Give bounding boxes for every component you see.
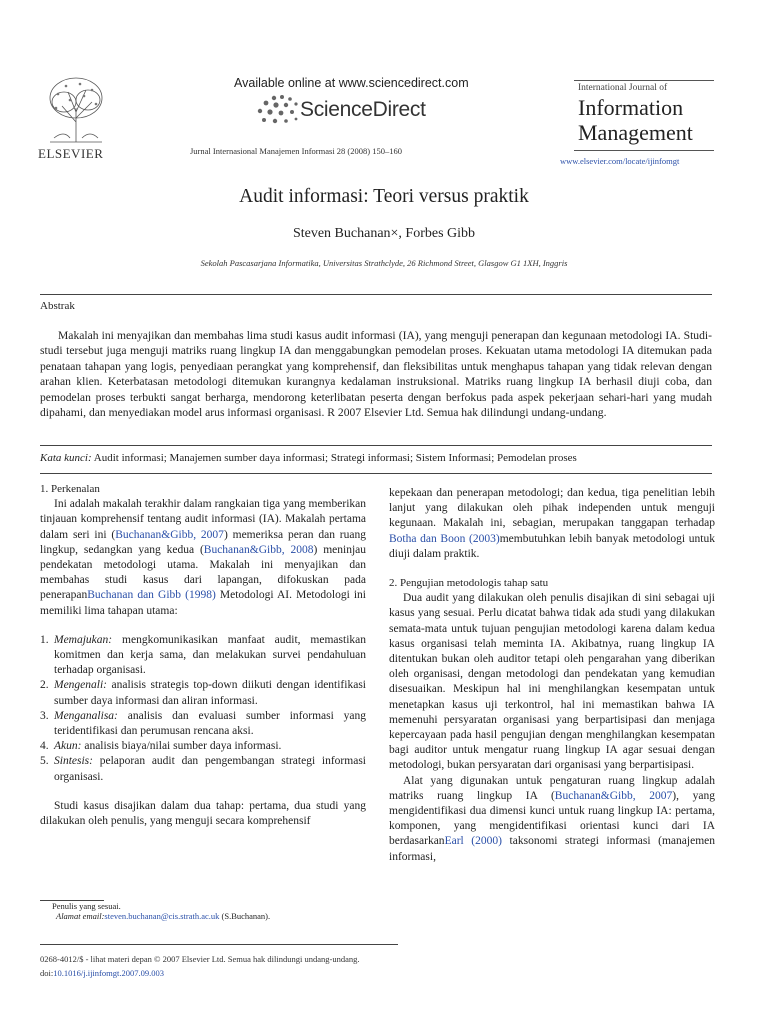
divider-top	[40, 294, 712, 295]
publisher-name: ELSEVIER	[38, 146, 104, 161]
journal-citation: Jurnal Internasional Manajemen Informasi 28 (2008) 150–160	[190, 146, 402, 156]
abstract-heading: Abstrak	[40, 300, 75, 312]
ref-buchanan-gibb-2008[interactable]: Buchanan&Gibb, 2008	[203, 543, 314, 556]
section-1-heading: 1. Perkenalan	[40, 483, 100, 495]
doi-link[interactable]: 10.1016/j.ijinfomgt.2007.09.003	[53, 968, 164, 978]
issn-copyright: 0268-4012/$ - lihat materi depan © 2007 Elsevier Ltd. Semua hak dilindungi undang-undang. doi:10.1016/j.ijinfomgt.2007.09.003	[40, 954, 360, 978]
case-study-paragraph: Studi kasus disajikan dalam dua tahap: pertama, dua studi yang dilakukan oleh penulis, yang menguji secara komprehensif	[40, 799, 366, 828]
keywords-label: Kata kunci:	[40, 452, 92, 464]
sciencedirect-wordmark: ScienceDirect	[300, 98, 426, 121]
ref-buchanan-gibb-2007-b[interactable]: Buchanan&Gibb, 2007	[554, 789, 673, 802]
continued-paragraph: kepekaan dan penerapan metodologi; dan kedua, tiga penelitian lebih lanjut yang dilakukan oleh pihak independen untuk menguji kegunaan. Makalah ini, sebagian, merupakan tanggapan terhadap Botha dan Boon (2003)membutuhkan lebih banyak metodologi untuk diuji dalam praktik.	[389, 487, 716, 560]
author-email-link[interactable]: steven.buchanan@cis.strath.ac.uk	[104, 911, 220, 921]
author-affiliation: Sekolah Pascasarjana Informatika, Universitas Strathclyde, 26 Richmond Street, Glasgow G1 1XH, Inggris	[200, 258, 568, 268]
abstract-body: Makalah ini menyajikan dan membahas lima studi kasus audit informasi (IA), yang menguji penerapan dan kegunaan metodologi IA. Studi-studi tersebut juga menguji matriks ruang lingkup IA dan menggabungkan pemodelan proses. Kekuatan utama metodologi IA ditemukan pada penataan tahapan yang logis, penyediaan perangkat yang komprehensif, dan fleksibilitas untuk menghapus tahapan yang tidak relevan dengan arahan klien. Keterbatasan metodologi ditemukan kurangnya kedalaman instruksional. Matriks ruang lingkup IA berhasil diuji coba, dan pemodelan proses terbukti sangat berharga, mendorong keterlibatan peserta dengan berfokus pada aspek pekerjaan sehari-hari yang mudah dipahami, dan menyediakan model arus informasi organisasi. R 2007 Elsevier Ltd. Semua hak dilindungi undang-undang.	[40, 329, 712, 420]
right-column	[389, 486, 715, 865]
footer-rule	[40, 944, 398, 945]
journal-url-link[interactable]: www.elsevier.com/locate/ijinfomgt	[560, 156, 680, 166]
divider-keywords	[40, 473, 712, 474]
footnote-corresponding-author: Penulis yang sesuai.	[52, 901, 121, 911]
sciencedirect-dots-icon	[254, 94, 302, 126]
journal-masthead-bottom-rule	[574, 150, 714, 151]
methodology-stages-list	[40, 633, 366, 785]
footnote-email: Alamat email:steven.buchanan@cis.strath.ac.uk (S.Buchanan).	[56, 911, 271, 921]
journal-masthead-title-line1: Information	[578, 95, 684, 120]
intro-paragraph: Ini adalah makalah terakhir dalam rangkaian tiga yang memberikan tinjauan komprehensif tentang audit informasi (IA). Makalah pertama dalam seri ini (Buchanan&Gibb, 2007) memeriksa peran dan ruang lingkup, sedangkan yang kedua (Buchanan&Gibb, 2008) meninjau pendekatan metodologi utama. Makalah ini menyajikan dan membahas studi kasus dari lapangan, difokuskan pada penerapanBuchanan dan Gibb (1998) Metodologi AI. Metodologi ini memiliki lima tahapan utama:	[40, 498, 367, 617]
section-2-heading: 2. Pengujian metodologis tahap satu	[389, 577, 549, 590]
audit-paragraph: Dua audit yang dilakukan oleh penulis disajikan di sini sebagai uji kasus yang sesuai. Perlu dicatat bahwa tidak ada studi yang dilakukan semata-mata untuk tujuan pengujian metodologi karena dalam kedua kasus organisasi telah meminta IA. Akibatnya, ruang lingkup IA ditentukan bukan oleh auditor tetapi oleh pengarahan yang diberikan oleh organisasi, dengan metodologi dan pendekatan yang kemudian disesuaikan. Meskipun hal ini menghilangkan kesempatan untuk menetapkan kasus uji terkontrol, hal ini memastikan bahwa IA memenuhi persyaratan organisasi yang berpartisipasi dan menjaga kepercayaan pada hasil pengujian dengan menghilangkan kesempatan bagi auditor untuk mengatur ruang lingkup IA agar sesuai dengan metodologi, bukan persyaratan dari organisasi yang berpartisipasi.	[389, 592, 715, 772]
list-item: 2. Mengenali: analisis strategis top-down diikuti dengan identifikasi sumber daya informasi dan aliran informasi.	[40, 679, 366, 707]
ref-botha-boon-2003[interactable]: Botha dan Boon (2003)	[389, 532, 500, 545]
list-item: 3. Menganalisa: analisis dan evaluasi sumber informasi yang teridentifikasi dan perumusan rencana aksi.	[40, 709, 366, 738]
list-item: 5. Sintesis: pelaporan audit dan pengembangan strategi informasi organisasi.	[40, 755, 366, 783]
scoping-paragraph: Alat yang digunakan untuk pengaturan ruang lingkup adalah matriks ruang lingkup IA (Buchanan&Gibb, 2007), yang mengidentifikasi dua dimensi kunci untuk ruang lingkup IA: pertama, komponen, yang mengidentifikasi orientasi kunci dari IA berdasarkanEarl (2000) taksonomi strategi informasi (manajemen informasi,	[389, 774, 715, 863]
paper-title: Audit informasi: Teori versus praktik	[239, 186, 529, 207]
divider-abstract	[40, 445, 712, 446]
journal-masthead-intl: International Journal of	[578, 83, 668, 93]
left-column	[40, 482, 366, 829]
journal-masthead-title-line2: Management	[578, 120, 693, 145]
available-online-text[interactable]: Available online at www.sciencedirect.com	[234, 76, 469, 90]
ref-buchanan-gibb-1998[interactable]: Buchanan dan Gibb (1998)	[87, 589, 216, 602]
keywords-list: Audit informasi; Manajemen sumber daya informasi; Strategi informasi; Sistem Informasi; Pemodelan proses	[91, 452, 577, 464]
journal-masthead-top-rule	[574, 80, 714, 81]
ref-earl-2000[interactable]: Earl (2000)	[444, 835, 502, 848]
list-item: 4. Akun: analisis biaya/nilai sumber daya informasi.	[40, 740, 282, 753]
list-item: 1. Memajukan: mengkomunikasikan manfaat audit, memastikan komitmen dan kerja sama, dan melakukan survei pendahuluan terhadap organisasi.	[40, 633, 366, 677]
keywords	[40, 452, 712, 464]
paper-authors: Steven Buchanan×, Forbes Gibb	[292, 226, 476, 241]
ref-buchanan-gibb-2007[interactable]: Buchanan&Gibb, 2007	[115, 528, 224, 541]
